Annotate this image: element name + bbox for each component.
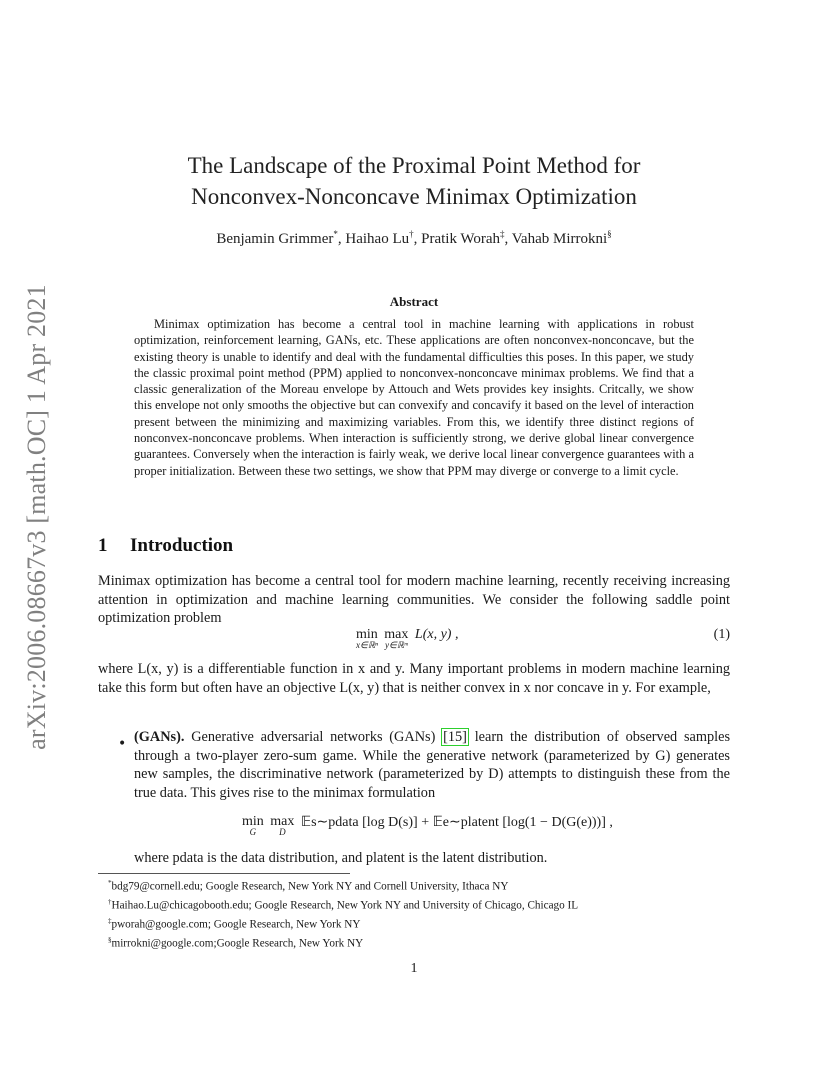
- arxiv-sidebar: [14, 272, 60, 762]
- abstract-text: Minimax optimization has become a central tool in machine learning with applications in robust optimization, reinforcement learning, GANs, etc. These applications are often nonconvex-nonconcave, but the existing theory is unable to identify and deal with the fundamental difficulties this poses. In this paper, we study the classic proximal point method (PPM) applied to nonconvex-nonconcave minimax problems. We find that a classic generalization of the Moreau envelope by Attouch and Wets provides key insights. Critcally, we show this envelope not only smooths the objective but can convexify and concavify it based on the level of interaction present between the minimizing and maximizing variables. From this, we identify three distinct regions of nonconvex-nonconcave problems. When interaction is sufficiently strong, we derive global linear convergence guarantees. Conversely when the interaction is fairly weak, we derive local linear convergence guarantees with a proper initialization. Between these two settings, we show that PPM may diverge or converge to a limit cycle.: [134, 317, 694, 478]
- footnote-rule: [98, 873, 350, 874]
- author-name: Haihao Lu: [345, 231, 410, 247]
- paragraph-text: Minimax optimization has become a central tool for modern machine learning, recently receiving increasing attention in optimization and machine learning communities. We consider the following saddle point optimization problem: [98, 573, 730, 627]
- section-number: 1: [98, 535, 108, 556]
- author-mark: ‡: [500, 229, 505, 239]
- bullet-icon: •: [118, 736, 127, 752]
- footnote: ‡pworah@google.com; Google Research, New York NY: [108, 917, 361, 931]
- author-list: Benjamin Grimmer*, Haihao Lu†, Pratik Worah‡, Vahab Mirrokni§: [216, 229, 612, 247]
- bullet-lead: (GANs).: [134, 729, 185, 745]
- max-operator: max D: [270, 814, 295, 837]
- gan-bullet: [134, 728, 730, 803]
- paragraph-text: where L(x, y) is a differentiable function in x and y. Many important problems in modern machine learning take this form but often have an objective L(x, y) that is neither convex in x nor concave in y. For example,: [98, 661, 730, 696]
- intro-paragraph-1: [98, 572, 730, 628]
- bullet-text: Generative adversarial networks (GANs): [184, 729, 443, 745]
- abstract-body: [134, 316, 694, 479]
- author-name: Vahab Mirrokni: [511, 231, 608, 247]
- abstract-heading: Abstract: [389, 294, 439, 309]
- equation-content: [242, 814, 613, 837]
- author-mark: *: [333, 229, 338, 239]
- footnote: †Haihao.Lu@chicagobooth.edu; Google Research, New York NY and University of Chicago, Chicago IL: [108, 898, 579, 912]
- max-operator: max y∈ℝᵐ: [384, 627, 409, 650]
- gan-after-text: [134, 849, 730, 868]
- citation-link[interactable]: [15]: [443, 729, 467, 745]
- arxiv-identifier: arXiv:2006.08667v3 [math.OC] 1 Apr 2021: [22, 284, 51, 750]
- paper-title: [0, 150, 828, 212]
- equation-number: (1): [713, 627, 730, 642]
- author-name: Pratik Worah: [421, 231, 501, 247]
- section-title: Introduction: [130, 535, 234, 556]
- equation-content: [356, 627, 458, 651]
- min-operator: min G: [242, 814, 264, 837]
- title-line-1: The Landscape of the Proximal Point Method for: [187, 153, 641, 178]
- page-number: 1: [410, 961, 418, 976]
- intro-paragraph-2: [98, 660, 730, 697]
- author-mark: §: [607, 229, 612, 239]
- equation-body: L(x, y) ,: [414, 627, 459, 642]
- footnotes: [108, 876, 728, 952]
- equation-body: 𝔼s∼pdata [log D(s)] + 𝔼e∼platent [log(1 − D(G(e)))] ,: [300, 815, 613, 830]
- section-heading: [98, 535, 233, 557]
- bullet-text: learn the distribution of observed samples through a two-player zero-sum game. While the generative network (parameterized by G) generates new samples, the discriminative network (parameterized by D) attempts to distinguish these from the true data. This gives rise to the minimax formulation: [134, 729, 731, 802]
- title-line-2: Nonconvex-Nonconcave Minimax Optimization: [191, 184, 637, 209]
- author-mark: †: [409, 229, 414, 239]
- author-name: Benjamin Grimmer: [216, 231, 334, 247]
- footnote: §mirrokni@google.com;Google Research, New York NY: [108, 936, 364, 950]
- gan-equation: [242, 814, 642, 844]
- equation-1: [98, 627, 730, 657]
- min-operator: min x∈ℝⁿ: [356, 627, 378, 650]
- footnote: *bdg79@cornell.edu; Google Research, New York NY and Cornell University, Ithaca NY: [108, 879, 509, 893]
- paragraph-text: where pdata is the data distribution, and platent is the latent distribution.: [134, 850, 548, 866]
